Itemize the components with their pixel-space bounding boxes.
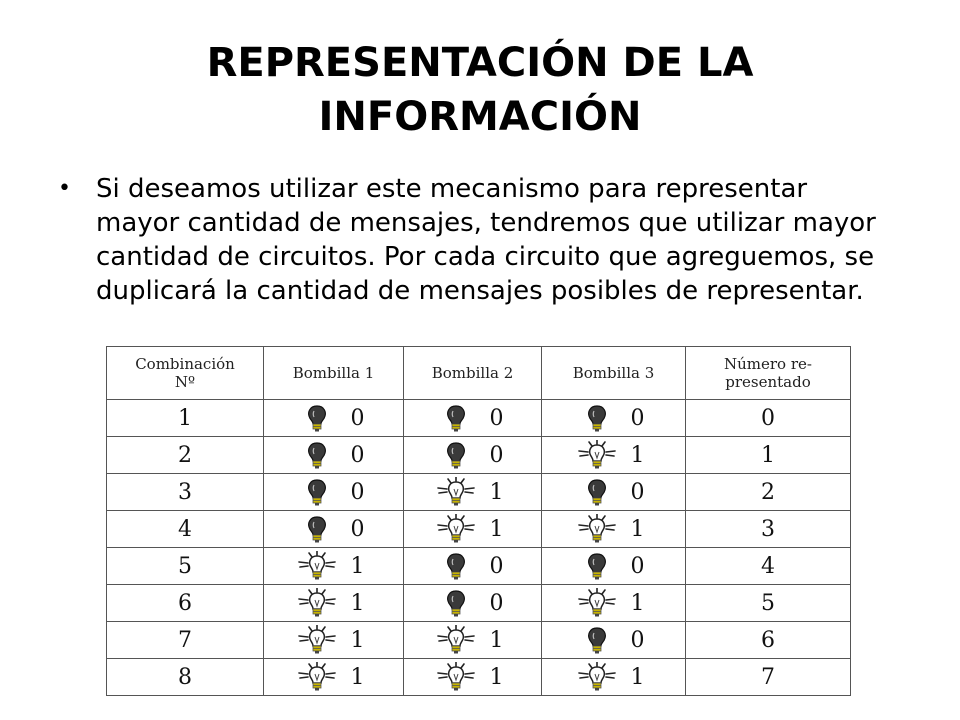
header-number <box>686 347 851 400</box>
combination-number: 3 <box>107 474 264 511</box>
unlit-bulb-icon <box>577 403 617 433</box>
combination-table-image <box>106 346 850 692</box>
bulb-3-cell <box>542 659 686 696</box>
lit-bulb-icon <box>297 625 337 655</box>
bulb-state-digit: 1 <box>630 516 645 542</box>
bulb-state-digit: 1 <box>350 664 365 690</box>
header-bulb-3: Bombilla 3 <box>542 347 686 400</box>
bulb-1-cell <box>264 437 404 474</box>
lit-bulb-icon <box>577 662 617 692</box>
bulb-1-cell <box>264 585 404 622</box>
lit-bulb-icon <box>436 625 476 655</box>
header-combination <box>107 347 264 400</box>
bulb-1-cell <box>264 622 404 659</box>
unlit-bulb-icon <box>436 403 476 433</box>
unlit-bulb-icon <box>436 551 476 581</box>
unlit-bulb-icon <box>297 477 337 507</box>
table-row <box>107 474 851 511</box>
combination-table <box>106 346 851 696</box>
bulb-3-cell <box>542 585 686 622</box>
bulb-state-digit: 1 <box>489 479 504 505</box>
unlit-bulb-icon <box>577 551 617 581</box>
bulb-state-digit: 1 <box>630 590 645 616</box>
bulb-3-cell <box>542 437 686 474</box>
lit-bulb-icon <box>436 477 476 507</box>
bulb-3-cell <box>542 400 686 437</box>
slide-title <box>80 36 880 144</box>
table-body <box>107 400 851 696</box>
bulb-state-digit: 1 <box>350 553 365 579</box>
table-row <box>107 659 851 696</box>
combination-number: 6 <box>107 585 264 622</box>
title-line-1: REPRESENTACIÓN DE LA <box>206 40 754 86</box>
lit-bulb-icon <box>577 514 617 544</box>
unlit-bulb-icon <box>297 440 337 470</box>
bulb-state-digit: 0 <box>489 442 504 468</box>
unlit-bulb-icon <box>436 440 476 470</box>
bulb-state-digit: 0 <box>350 405 365 431</box>
bulb-state-digit: 1 <box>350 590 365 616</box>
unlit-bulb-icon <box>577 477 617 507</box>
bulb-state-digit: 0 <box>350 442 365 468</box>
header-bulb-1: Bombilla 1 <box>264 347 404 400</box>
bulb-1-cell <box>264 511 404 548</box>
header-number-line-2: presentado <box>725 373 811 391</box>
bulb-1-cell <box>264 474 404 511</box>
combination-number: 5 <box>107 548 264 585</box>
lit-bulb-icon <box>436 514 476 544</box>
bulb-state-digit: 0 <box>489 590 504 616</box>
represented-number: 2 <box>686 474 851 511</box>
bulb-state-digit: 0 <box>630 553 645 579</box>
bulb-3-cell <box>542 511 686 548</box>
bulb-state-digit: 1 <box>630 664 645 690</box>
unlit-bulb-icon <box>577 625 617 655</box>
represented-number: 0 <box>686 400 851 437</box>
bulb-state-digit: 1 <box>489 664 504 690</box>
bulb-state-digit: 0 <box>350 516 365 542</box>
title-line-2: INFORMACIÓN <box>318 94 642 140</box>
bullet-dot-icon: • <box>58 176 71 201</box>
represented-number: 7 <box>686 659 851 696</box>
bulb-state-digit: 0 <box>350 479 365 505</box>
table-row <box>107 400 851 437</box>
lit-bulb-icon <box>297 588 337 618</box>
combination-number: 1 <box>107 400 264 437</box>
unlit-bulb-icon <box>297 403 337 433</box>
bulb-2-cell <box>404 548 542 585</box>
combination-number: 8 <box>107 659 264 696</box>
table-row <box>107 511 851 548</box>
table-header-row <box>107 347 851 400</box>
bulb-3-cell <box>542 622 686 659</box>
bullet-text: Si deseamos utilizar este mecanismo para representar mayor cantidad de mensajes, tendremos que utilizar mayor cantidad de circuitos. Por cada circuito que agreguemos, se duplicará la cantidad de mensajes posibles de representar. <box>96 174 876 306</box>
bulb-state-digit: 0 <box>630 479 645 505</box>
lit-bulb-icon <box>577 440 617 470</box>
table-row <box>107 548 851 585</box>
header-combination-line-1: Combinación <box>135 355 235 373</box>
table-row <box>107 622 851 659</box>
represented-number: 3 <box>686 511 851 548</box>
bulb-1-cell <box>264 400 404 437</box>
bulb-2-cell <box>404 400 542 437</box>
unlit-bulb-icon <box>436 588 476 618</box>
bulb-state-digit: 0 <box>630 405 645 431</box>
table-row <box>107 585 851 622</box>
bulb-2-cell <box>404 622 542 659</box>
combination-number: 2 <box>107 437 264 474</box>
bulb-2-cell <box>404 585 542 622</box>
bulb-state-digit: 1 <box>489 516 504 542</box>
bulb-2-cell <box>404 659 542 696</box>
bulb-2-cell <box>404 474 542 511</box>
combination-number: 4 <box>107 511 264 548</box>
bulb-state-digit: 0 <box>489 405 504 431</box>
combination-number: 7 <box>107 622 264 659</box>
bulb-state-digit: 1 <box>489 627 504 653</box>
bulb-3-cell <box>542 474 686 511</box>
represented-number: 1 <box>686 437 851 474</box>
bulb-2-cell <box>404 511 542 548</box>
represented-number: 5 <box>686 585 851 622</box>
bulb-1-cell <box>264 548 404 585</box>
bulb-state-digit: 0 <box>489 553 504 579</box>
lit-bulb-icon <box>436 662 476 692</box>
lit-bulb-icon <box>577 588 617 618</box>
table-row <box>107 437 851 474</box>
unlit-bulb-icon <box>297 514 337 544</box>
header-number-line-1: Número re- <box>724 355 812 373</box>
lit-bulb-icon <box>297 662 337 692</box>
header-combination-line-2: Nº <box>174 373 196 391</box>
bullet-item <box>58 172 888 308</box>
bulb-state-digit: 0 <box>630 627 645 653</box>
bulb-3-cell <box>542 548 686 585</box>
represented-number: 6 <box>686 622 851 659</box>
represented-number: 4 <box>686 548 851 585</box>
bulb-2-cell <box>404 437 542 474</box>
bulb-state-digit: 1 <box>630 442 645 468</box>
bulb-1-cell <box>264 659 404 696</box>
bulb-state-digit: 1 <box>350 627 365 653</box>
header-bulb-2: Bombilla 2 <box>404 347 542 400</box>
lit-bulb-icon <box>297 551 337 581</box>
